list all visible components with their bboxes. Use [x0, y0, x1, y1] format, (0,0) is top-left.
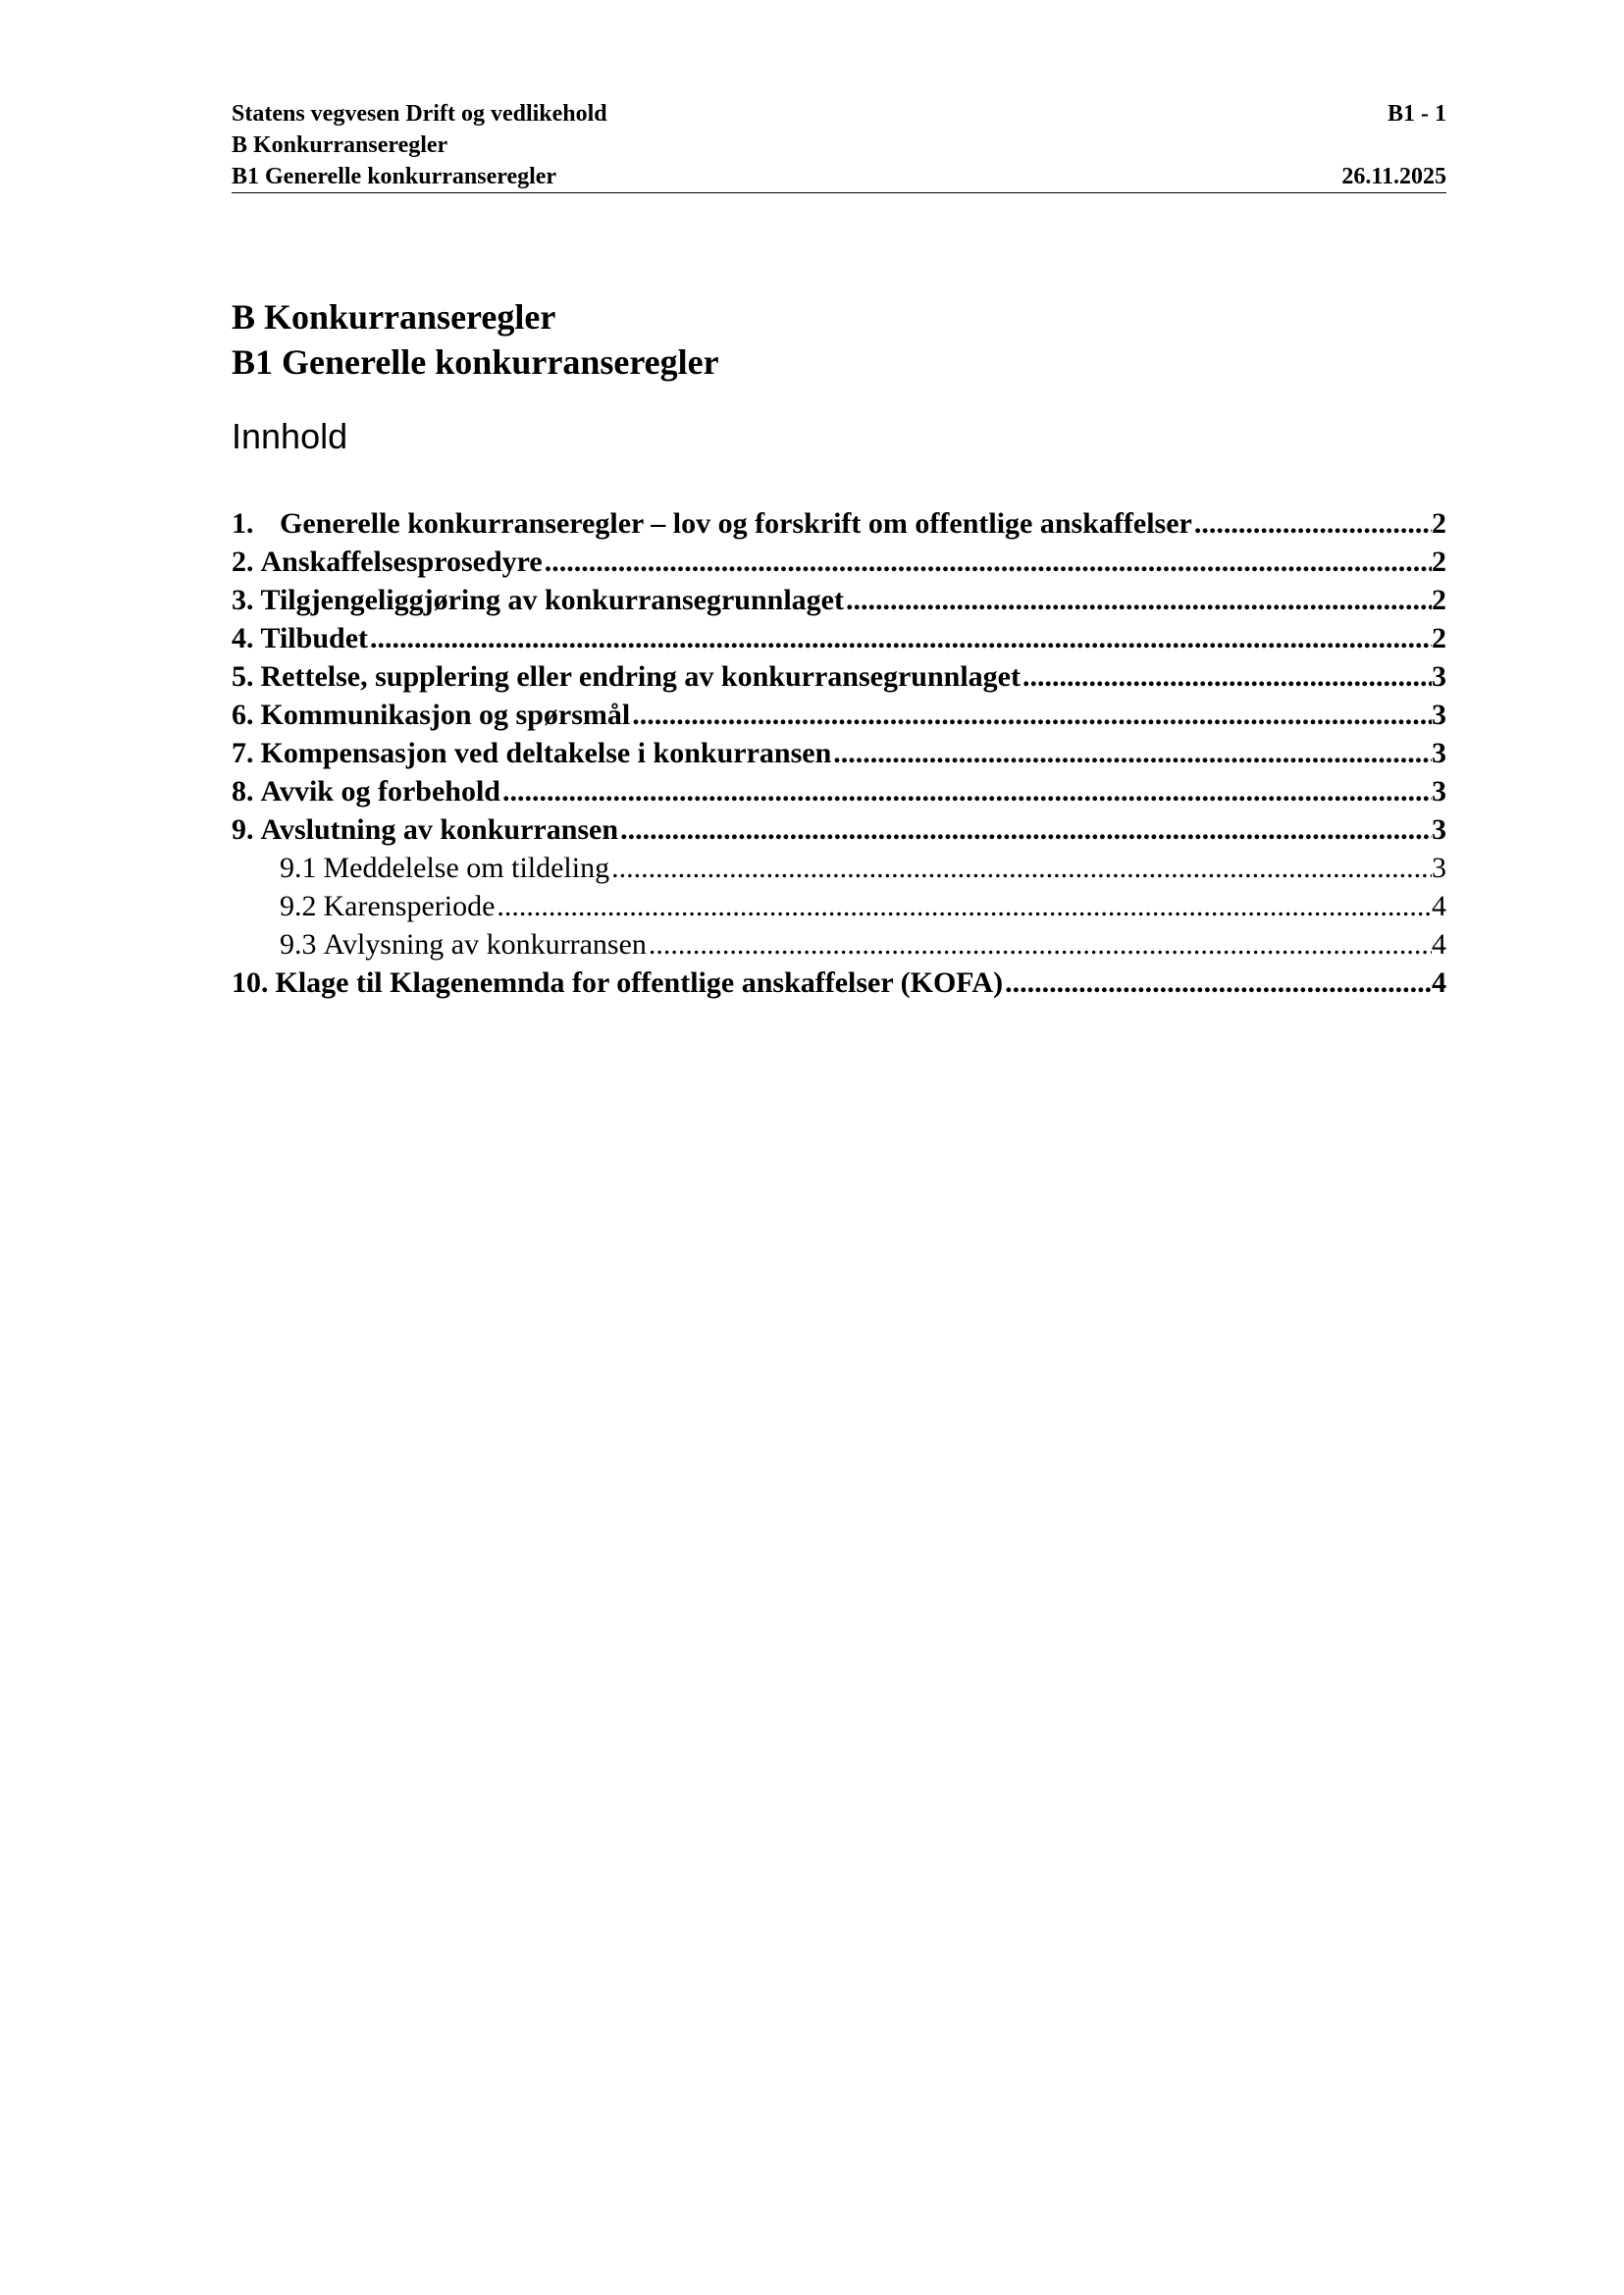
toc-entry-number: 6. [232, 699, 254, 731]
header-row-2 [232, 130, 1446, 161]
document-title-line-2: B1 Generelle konkurranseregler [232, 342, 719, 382]
toc-entry-page: 3 [1432, 813, 1446, 846]
toc-entry-number: 10. [232, 966, 269, 999]
toc-entry-number: 7. [232, 737, 254, 769]
toc-entry-label: Tilbudet [260, 622, 368, 654]
toc-entry-page: 2 [1432, 622, 1446, 654]
toc-dot-leader [1192, 504, 1432, 543]
toc-entry-label: Avslutning av konkurransen [260, 813, 619, 846]
toc-entry-page: 3 [1432, 737, 1446, 769]
header-row-3 [232, 161, 1446, 192]
toc-entry-label: Kompensasjon ved deltakelse i konkurransen [260, 737, 832, 769]
toc-entry-label: Klage til Klagenemnda for offentlige anskaffelser (KOFA) [275, 966, 1004, 999]
table-of-contents [232, 504, 1446, 1002]
header-section: B Konkurranseregler [232, 132, 448, 158]
document-title [232, 294, 1446, 385]
toc-entry-label: Kommunikasjon og spørsmål [260, 699, 631, 731]
toc-dot-leader [543, 543, 1432, 581]
toc-dot-leader [844, 581, 1432, 619]
toc-entry-label: Tilgjengeliggjøring av konkurransegrunnlaget [260, 584, 844, 616]
toc-entry-number: 2. [232, 546, 254, 578]
toc-entry-page: 2 [1432, 584, 1446, 616]
toc-entry-10[interactable] [232, 964, 1446, 1002]
page-header [232, 98, 1446, 192]
header-divider [232, 192, 1446, 193]
toc-entry-number: 4. [232, 622, 254, 654]
toc-entry-page: 4 [1432, 966, 1446, 999]
toc-entry-5[interactable] [232, 657, 1446, 696]
document-title-line-1: B Konkurranseregler [232, 297, 556, 337]
toc-dot-leader [630, 696, 1432, 734]
header-row-1 [232, 98, 1446, 130]
toc-dot-leader [495, 887, 1432, 925]
toc-dot-leader [1021, 657, 1432, 696]
toc-entry-page: 4 [1432, 890, 1446, 922]
header-date: 26.11.2025 [1341, 164, 1446, 189]
toc-entry-number: 9.3 [280, 928, 317, 961]
toc-entry-label: Generelle konkurranseregler – lov og forskrift om offentlige anskaffelser [280, 507, 1192, 540]
toc-entry-number: 3. [232, 584, 254, 616]
toc-entry-page: 4 [1432, 928, 1446, 961]
header-organization: Statens vegvesen Drift og vedlikehold [232, 101, 607, 127]
toc-entry-9-3[interactable] [232, 925, 1446, 964]
toc-dot-leader [368, 619, 1432, 657]
toc-dot-leader [647, 925, 1432, 964]
toc-entry-7[interactable] [232, 734, 1446, 772]
toc-entry-9[interactable] [232, 810, 1446, 849]
toc-entry-9-2[interactable] [232, 887, 1446, 925]
toc-entry-9-1[interactable] [232, 849, 1446, 887]
toc-heading: Innhold [232, 416, 348, 456]
toc-entry-page: 2 [1432, 507, 1446, 540]
toc-entry-label: Avvik og forbehold [260, 775, 500, 808]
toc-entry-page: 2 [1432, 546, 1446, 578]
toc-entry-number: 5. [232, 660, 254, 693]
toc-entry-label: Rettelse, supplering eller endring av konkurransegrunnlaget [260, 660, 1021, 693]
toc-dot-leader [609, 849, 1432, 887]
toc-dot-leader [500, 772, 1432, 810]
toc-entry-number: 9.2 [280, 890, 317, 922]
toc-entry-1[interactable] [232, 504, 1446, 543]
header-subsection: B1 Generelle konkurranseregler [232, 164, 557, 189]
toc-entry-label: Karensperiode [323, 890, 496, 922]
toc-entry-6[interactable] [232, 696, 1446, 734]
toc-entry-number: 9. [232, 813, 254, 846]
header-page-ref: B1 - 1 [1388, 101, 1446, 127]
toc-entry-8[interactable] [232, 772, 1446, 810]
toc-entry-label: Meddelelse om tildeling [323, 852, 610, 884]
toc-entry-label: Anskaffelsesprosedyre [260, 546, 543, 578]
toc-entry-3[interactable] [232, 581, 1446, 619]
toc-dot-leader [618, 810, 1432, 849]
toc-entry-number: 8. [232, 775, 254, 808]
toc-entry-page: 3 [1432, 852, 1446, 884]
toc-entry-number: 1. [232, 507, 254, 540]
toc-entry-2[interactable] [232, 543, 1446, 581]
toc-entry-page: 3 [1432, 775, 1446, 808]
toc-entry-label: Avlysning av konkurransen [323, 928, 647, 961]
toc-dot-leader [1003, 964, 1432, 1002]
toc-entry-page: 3 [1432, 699, 1446, 731]
toc-entry-page: 3 [1432, 660, 1446, 693]
toc-entry-number: 9.1 [280, 852, 317, 884]
toc-dot-leader [831, 734, 1432, 772]
toc-entry-4[interactable] [232, 619, 1446, 657]
